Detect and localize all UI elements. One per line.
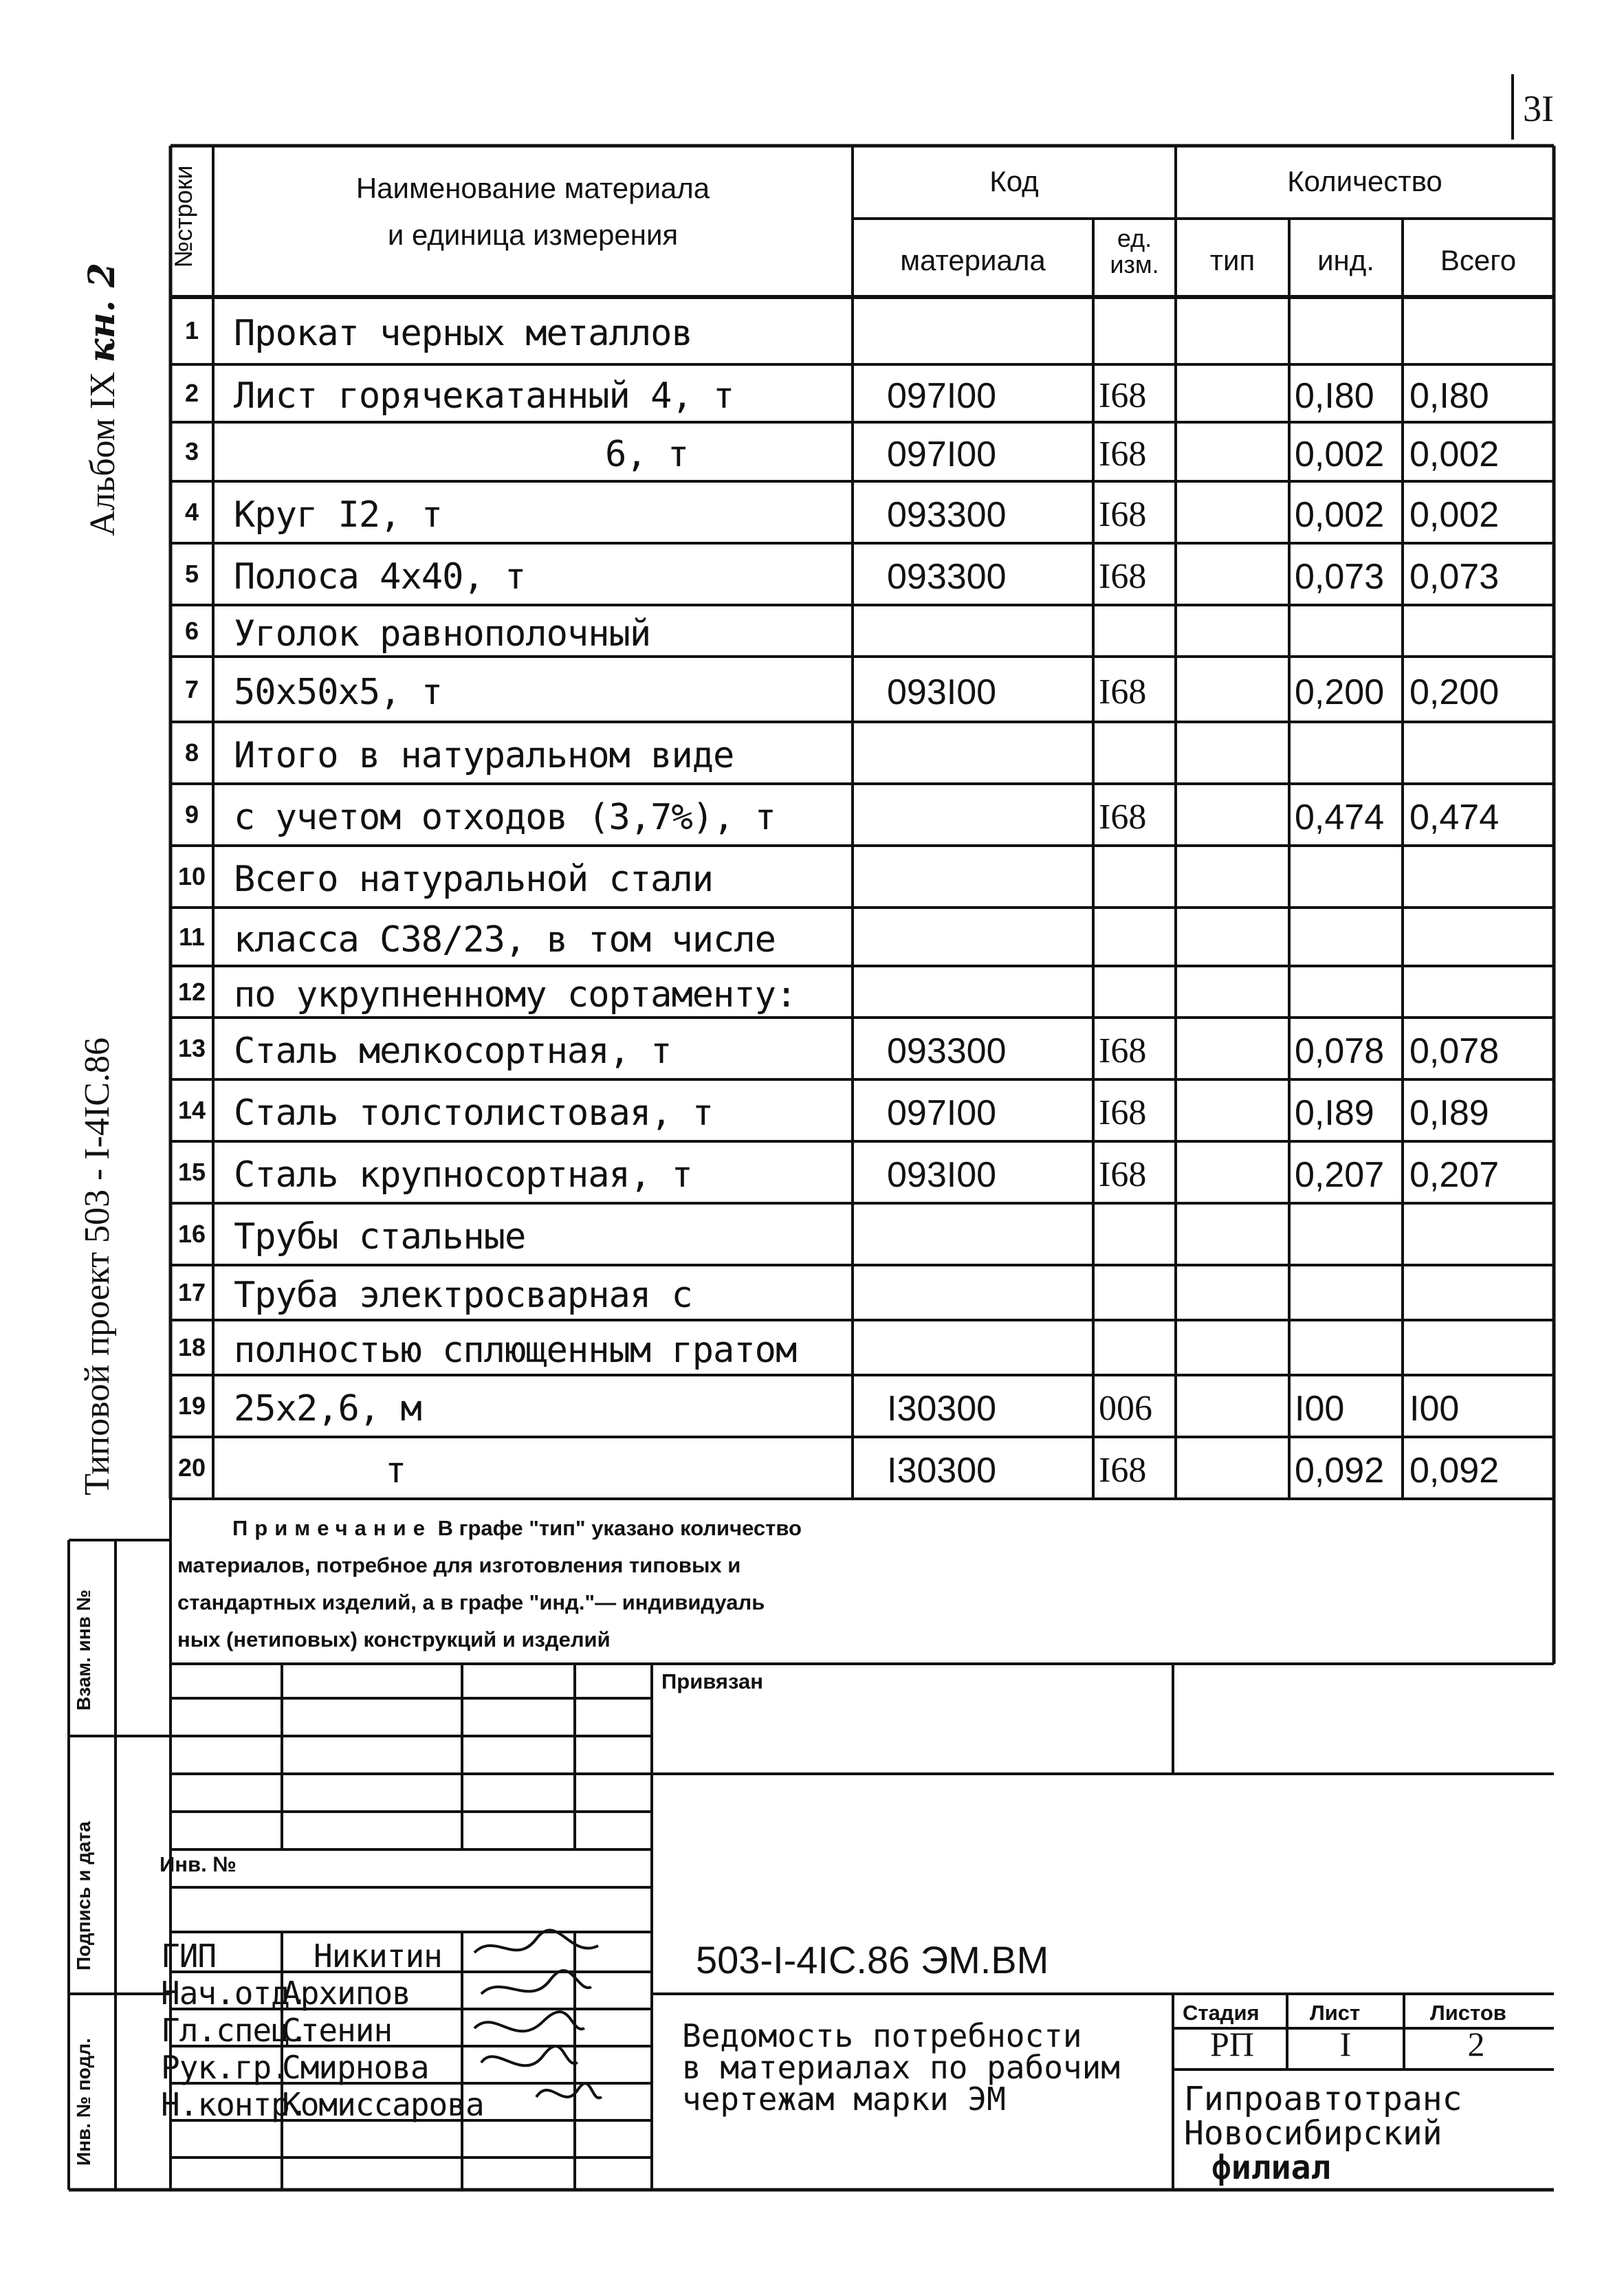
- row-20-n: 20: [177, 1453, 206, 1482]
- sheets-label: Листов: [1430, 2001, 1506, 2025]
- side-album-text: Альбом IX: [83, 371, 122, 536]
- row-14-code: 097I00: [887, 1093, 997, 1133]
- row-13-ind: 0,078: [1295, 1031, 1385, 1071]
- doc-title-line3: чертежам марки ЭМ: [682, 2080, 1006, 2118]
- header-code: Код: [989, 165, 1039, 197]
- sheet-label: Лист: [1310, 2001, 1361, 2025]
- row-20-total: 0,092: [1409, 1451, 1500, 1491]
- doc-title-line1: Ведомость потребности: [682, 2017, 1082, 2054]
- row-17-name: Труба электросварная с: [234, 1275, 692, 1316]
- row-2-name: Лист горячекатанный 4, т: [234, 375, 734, 417]
- doc-title-line2: в материалах по рабочим: [682, 2049, 1120, 2086]
- vzam-label: Взам. инв №: [73, 1590, 94, 1711]
- sheet-value: I: [1339, 2025, 1352, 2063]
- row-14-n: 14: [177, 1096, 206, 1124]
- doc-code: 503-I-4IC.86 ЭМ.ВМ: [696, 1938, 1049, 1981]
- stage-label: Стадия: [1183, 2001, 1260, 2025]
- row-13-name: Сталь мелкосортная, т: [234, 1031, 672, 1072]
- signature-name: Никитин: [314, 1937, 442, 1975]
- row-1-n: 1: [184, 316, 199, 344]
- row-2-ind: 0,I80: [1295, 376, 1374, 416]
- row-15-name: Сталь крупносортная, т: [234, 1154, 692, 1196]
- row-15-code: 093I00: [887, 1155, 997, 1195]
- stamp-inv-no-label: Инв. №: [160, 1852, 237, 1876]
- stage-value: РП: [1210, 2025, 1254, 2063]
- row-9-name: с учетом отходов (3,7%), т: [234, 797, 776, 838]
- row-15-unit: I68: [1099, 1155, 1147, 1194]
- row-11-name: класса С38/23, в том числе: [234, 919, 776, 960]
- row-5-name: Полоса 4х40, т: [234, 556, 526, 597]
- note-line1: В графе "тип" указано количество: [437, 1516, 802, 1540]
- signature-scribble-icon: [468, 1925, 605, 2131]
- signature-role: Н.контр.: [161, 2086, 308, 2123]
- inv-podl-label: Инв. № подл.: [73, 2038, 94, 2166]
- header-qty: Количество: [1287, 165, 1442, 197]
- row-2-code: 097I00: [887, 376, 997, 416]
- row-13-code: 093300: [887, 1031, 1007, 1071]
- row-10-name: Всего натуральной стали: [234, 859, 714, 900]
- row-18-name: полностью сплющенным гратом: [234, 1330, 797, 1371]
- row-3-ind: 0,002: [1295, 435, 1385, 474]
- signature-name: Стенин: [282, 2012, 393, 2049]
- signature-role: Нач.отд.: [161, 1975, 308, 2012]
- side-album-handwritten: кн. 2: [81, 263, 123, 363]
- signature-name: Архипов: [282, 1975, 410, 2012]
- header-row-no: №строки: [169, 165, 197, 268]
- row-7-code: 093I00: [887, 672, 997, 712]
- row-13-unit: I68: [1099, 1031, 1147, 1070]
- header-name-line1: Наименование материала: [355, 172, 710, 204]
- row-5-n: 5: [184, 560, 199, 588]
- header-code-unit: ед. изм.: [1110, 224, 1159, 278]
- header-qty-total: Всего: [1440, 244, 1517, 276]
- side-project-label: Типовой проект 503 - I-4IC.86: [78, 1037, 117, 1495]
- row-8-name: Итого в натуральном виде: [234, 735, 734, 776]
- org-line1: Гипроавтотранс: [1184, 2080, 1462, 2118]
- note-line3: стандартных изделий, а в графе "инд."— индивидуаль: [177, 1590, 765, 1614]
- row-5-ind: 0,073: [1295, 557, 1385, 597]
- org-line3: филиал: [1211, 2149, 1331, 2187]
- row-16-name: Трубы стальные: [234, 1216, 526, 1258]
- row-7-unit: I68: [1099, 672, 1147, 712]
- row-3-n: 3: [184, 437, 199, 465]
- row-2-n: 2: [184, 379, 199, 407]
- row-6-n: 6: [184, 616, 199, 645]
- row-15-ind: 0,207: [1295, 1155, 1385, 1195]
- row-5-unit: I68: [1099, 557, 1147, 596]
- podpis-label: Подпись и дата: [73, 1821, 94, 1970]
- row-13-total: 0,078: [1409, 1031, 1500, 1071]
- note-label: Примечание: [232, 1516, 432, 1540]
- row-19-ind: I00: [1295, 1389, 1345, 1429]
- row-14-unit: I68: [1099, 1093, 1147, 1132]
- header-qty-ind: инд.: [1317, 244, 1374, 276]
- row-18-n: 18: [177, 1333, 206, 1361]
- org-line2: Новосибирский: [1184, 2114, 1442, 2153]
- row-3-total: 0,002: [1409, 435, 1500, 474]
- row-1-name: Прокат черных металлов: [234, 313, 692, 354]
- row-11-n: 11: [178, 922, 206, 951]
- row-19-unit: 006: [1099, 1389, 1152, 1428]
- row-20-ind: 0,092: [1295, 1451, 1385, 1491]
- row-16-n: 16: [177, 1220, 206, 1248]
- header-code-material: материала: [900, 244, 1046, 276]
- row-2-total: 0,I80: [1409, 376, 1489, 416]
- row-3-name: 6, т: [605, 434, 689, 475]
- row-5-total: 0,073: [1409, 557, 1500, 597]
- doc-title: [682, 2017, 1120, 2118]
- row-15-total: 0,207: [1409, 1155, 1500, 1195]
- row-15-n: 15: [177, 1158, 206, 1186]
- row-13-n: 13: [177, 1034, 206, 1062]
- note-block: [177, 1510, 802, 1658]
- row-3-unit: I68: [1099, 435, 1147, 474]
- row-20-code: I30300: [887, 1451, 997, 1491]
- row-4-name: Круг I2, т: [234, 494, 443, 536]
- stamp-linked-label: Привязан: [661, 1669, 763, 1693]
- row-19-code: I30300: [887, 1389, 997, 1429]
- signature-role: Гл.спец.: [161, 2012, 308, 2049]
- row-14-name: Сталь толстолистовая, т: [234, 1092, 714, 1134]
- header-qty-type: тип: [1209, 244, 1255, 276]
- row-14-ind: 0,I89: [1295, 1093, 1374, 1133]
- signature-role: ГИП: [161, 1937, 217, 1975]
- row-9-n: 9: [184, 800, 199, 828]
- row-12-n: 12: [177, 977, 206, 1006]
- row-10-n: 10: [177, 862, 206, 890]
- row-8-n: 8: [184, 738, 199, 767]
- row-4-total: 0,002: [1409, 495, 1500, 535]
- row-9-total: 0,474: [1409, 798, 1500, 837]
- row-4-n: 4: [184, 498, 199, 526]
- row-20-name: т: [385, 1450, 406, 1491]
- row-2-unit: I68: [1099, 376, 1147, 415]
- row-4-ind: 0,002: [1295, 495, 1385, 535]
- signature-name: Смирнова: [282, 2049, 429, 2086]
- row-7-total: 0,200: [1409, 672, 1500, 712]
- page-number: 3I: [1523, 88, 1554, 129]
- row-9-unit: I68: [1099, 798, 1147, 837]
- row-14-total: 0,I89: [1409, 1093, 1489, 1133]
- row-12-name: по укрупненному сортаменту:: [234, 974, 797, 1015]
- note-line4: ных (нетиповых) конструкций и изделий: [177, 1627, 611, 1651]
- row-19-n: 19: [177, 1392, 206, 1420]
- signature-role: Рук.гр.: [161, 2049, 289, 2086]
- row-3-code: 097I00: [887, 435, 997, 474]
- row-7-ind: 0,200: [1295, 672, 1385, 712]
- row-9-ind: 0,474: [1295, 798, 1385, 837]
- sheets-value: 2: [1467, 2025, 1485, 2063]
- row-5-code: 093300: [887, 557, 1007, 597]
- signature-name: Комиссарова: [282, 2086, 484, 2123]
- row-17-n: 17: [177, 1278, 206, 1306]
- org-block: [1184, 2082, 1462, 2185]
- row-6-name: Уголок равнополочный: [234, 613, 651, 655]
- row-7-name: 50х50х5, т: [234, 671, 443, 713]
- header-name-line2: и единица измерения: [387, 219, 679, 251]
- row-19-total: I00: [1409, 1389, 1460, 1429]
- row-20-unit: I68: [1099, 1451, 1147, 1490]
- row-4-unit: I68: [1099, 495, 1147, 534]
- row-4-code: 093300: [887, 495, 1007, 535]
- note-line2: материалов, потребное для изготовления типовых и: [177, 1553, 741, 1577]
- row-7-n: 7: [184, 674, 199, 703]
- row-19-name: 25х2,6, м: [234, 1388, 421, 1429]
